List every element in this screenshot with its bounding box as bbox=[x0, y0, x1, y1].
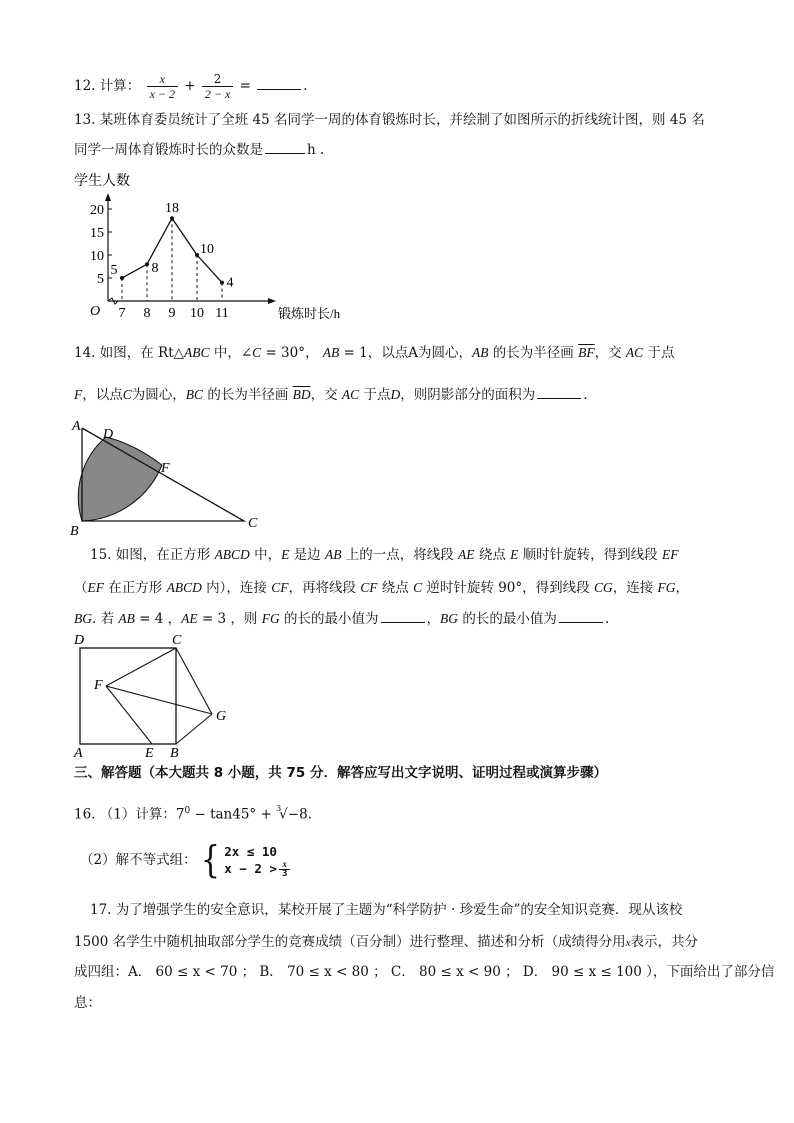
q14-line-2: F，以点C为圆心，BC 的长为半径画 $\overline{BD}$，交 AC 于点D，则阴影部分的面积为 . bbox=[74, 387, 588, 403]
data-label: 4 bbox=[226, 275, 234, 291]
q12-plus: + bbox=[184, 78, 196, 94]
data-label: 10 bbox=[200, 242, 214, 257]
data-point bbox=[195, 253, 199, 257]
x-tick-label: 8 bbox=[143, 306, 151, 321]
label-f: F bbox=[161, 461, 170, 476]
q16-part-1: 16. （1）计算：$7^0 - \tan 45^\circ + ^3√-8$. bbox=[74, 804, 312, 823]
q16-part-2: （2）解不等式组： { 2x ≤ 10 x − 2 > $\frac{x}{3}$ bbox=[80, 838, 292, 882]
q17-line-1: 17. 为了增强学生的安全意识，某校开展了主题为“科学防护 · 珍爱生命”的安全知识竞赛．现从该校 bbox=[90, 902, 683, 918]
data-label: 8 bbox=[151, 261, 159, 277]
data-point bbox=[145, 262, 149, 266]
q12-label: 12. 计算： bbox=[74, 78, 141, 94]
data-label: 18 bbox=[165, 201, 179, 217]
inequality-2: x − 2 > $\frac{x}{3}$ bbox=[224, 860, 292, 879]
segment-cg bbox=[176, 648, 212, 714]
segment-ef bbox=[106, 686, 152, 744]
segment-cf bbox=[106, 648, 176, 686]
q13-text: 同学一周体育锻炼时长的众数是 bbox=[74, 142, 263, 158]
q15-line-2: （EF 在正方形 ABCD 内），连接 CF，再将线段 CF 绕点 C 逆时针旋转 90°，得到线段 CG，连接 FG， bbox=[74, 580, 689, 596]
q12-fraction-2 bbox=[202, 72, 233, 101]
q17-line-3: 成四组：A． 60 ≤ x < 70 ； B． 70 ≤ x < 80 ； C． 80 ≤ x < 90 ； D． 90 ≤ x ≤ 100 ），下面给出了部分信 bbox=[74, 964, 775, 980]
data-point bbox=[170, 216, 174, 220]
label-a: A bbox=[72, 419, 81, 434]
line-chart bbox=[60, 165, 350, 325]
q13-answer-blank[interactable] bbox=[265, 140, 305, 154]
q15-answer-blank-2[interactable] bbox=[559, 609, 603, 623]
q12-frac2-numerator: 2 bbox=[202, 72, 233, 87]
figure-15-square bbox=[66, 630, 246, 760]
x-tick-label: 11 bbox=[215, 306, 229, 321]
q12-frac1-numerator: x bbox=[147, 72, 178, 87]
label-c: C bbox=[248, 516, 258, 531]
label-g: G bbox=[216, 709, 227, 724]
label-a: A bbox=[74, 746, 83, 760]
q17-line-4: 息： bbox=[74, 995, 101, 1011]
question-12 bbox=[74, 72, 308, 101]
label-d: D bbox=[103, 427, 114, 442]
x-tick-label: 10 bbox=[190, 306, 204, 321]
inequality-1: 2x ≤ 10 bbox=[224, 843, 277, 859]
label-d: D bbox=[74, 633, 85, 648]
q12-frac2-denominator: 2 − x bbox=[204, 87, 231, 101]
inequality-system bbox=[224, 843, 292, 879]
arc-bd-symbol: $\overline{BD}$ bbox=[292, 387, 311, 402]
left-brace: { bbox=[200, 838, 220, 882]
data-point bbox=[120, 276, 124, 280]
q12-frac1-denominator: x − 2 bbox=[149, 87, 175, 101]
label-c: C bbox=[172, 633, 182, 648]
data-point bbox=[220, 281, 224, 285]
q15-line-3: BG. 若 AB = 4 ，AE = 3 ，则 FG 的长的最小值为 ，BG 的长的最小值为 . bbox=[74, 611, 610, 627]
label-b: B bbox=[170, 746, 179, 760]
square-abcd bbox=[80, 648, 176, 744]
y-axis-arrow bbox=[105, 193, 111, 201]
q14-line-1: 14. 如图，在 Rt△ABC 中，∠C = 30°， AB = 1，以点A为圆心，AB 的长为半径画 $\overline{BF}$，交 AC 于点 bbox=[74, 345, 675, 361]
data-label: 5 bbox=[110, 263, 118, 278]
q17-line-2: 1500 名学生中随机抽取部分学生的竞赛成绩（百分制）进行整理、描述和分析（成绩得分用x表示，共分 bbox=[74, 934, 699, 950]
chart-ylabel: 学生人数 bbox=[74, 174, 130, 189]
q12-equals: = bbox=[239, 78, 251, 94]
chart-origin-label: O bbox=[90, 304, 101, 319]
y-tick-label: 5 bbox=[97, 272, 104, 287]
q13-line-2 bbox=[74, 140, 324, 160]
segment-bg bbox=[176, 714, 212, 744]
x-tick-label: 9 bbox=[168, 306, 176, 321]
q12-answer-blank[interactable] bbox=[257, 76, 301, 90]
x-axis-arrow bbox=[268, 298, 276, 304]
q13-unit: h . bbox=[307, 142, 325, 158]
label-e: E bbox=[145, 746, 154, 760]
q13-line-1: 13. 某班体育委员统计了全班 45 名同学一周的体育锻炼时长，并绘制了如图所示的折线统计图，则 45 名 bbox=[74, 112, 705, 128]
chart-xlabel: 锻炼时长/h bbox=[278, 306, 341, 321]
section-3-heading: 三、解答题（本大题共 8 小题，共 75 分．解答应写出文字说明、证明过程或演算步骤） bbox=[74, 765, 607, 781]
q14-answer-blank[interactable] bbox=[537, 385, 581, 399]
label-f: F bbox=[94, 678, 103, 693]
y-tick-label: 20 bbox=[90, 203, 104, 218]
label-b: B bbox=[70, 524, 79, 539]
figure-14-triangle bbox=[66, 414, 276, 539]
q15-answer-blank-1[interactable] bbox=[381, 609, 425, 623]
x-tick-label: 7 bbox=[118, 306, 126, 321]
q12-fraction-1 bbox=[147, 72, 178, 101]
q15-line-1: 15. 如图，在正方形 ABCD 中，E 是边 AB 上的一点，将线段 AE 绕点 E 顺时针旋转，得到线段 EF bbox=[90, 547, 679, 563]
arc-bf-symbol: $\overline{BF}$ bbox=[578, 345, 595, 360]
segment-fg bbox=[106, 686, 212, 714]
y-tick-label: 10 bbox=[90, 249, 104, 264]
q12-end: . bbox=[303, 78, 308, 94]
y-tick-label: 15 bbox=[90, 226, 104, 241]
